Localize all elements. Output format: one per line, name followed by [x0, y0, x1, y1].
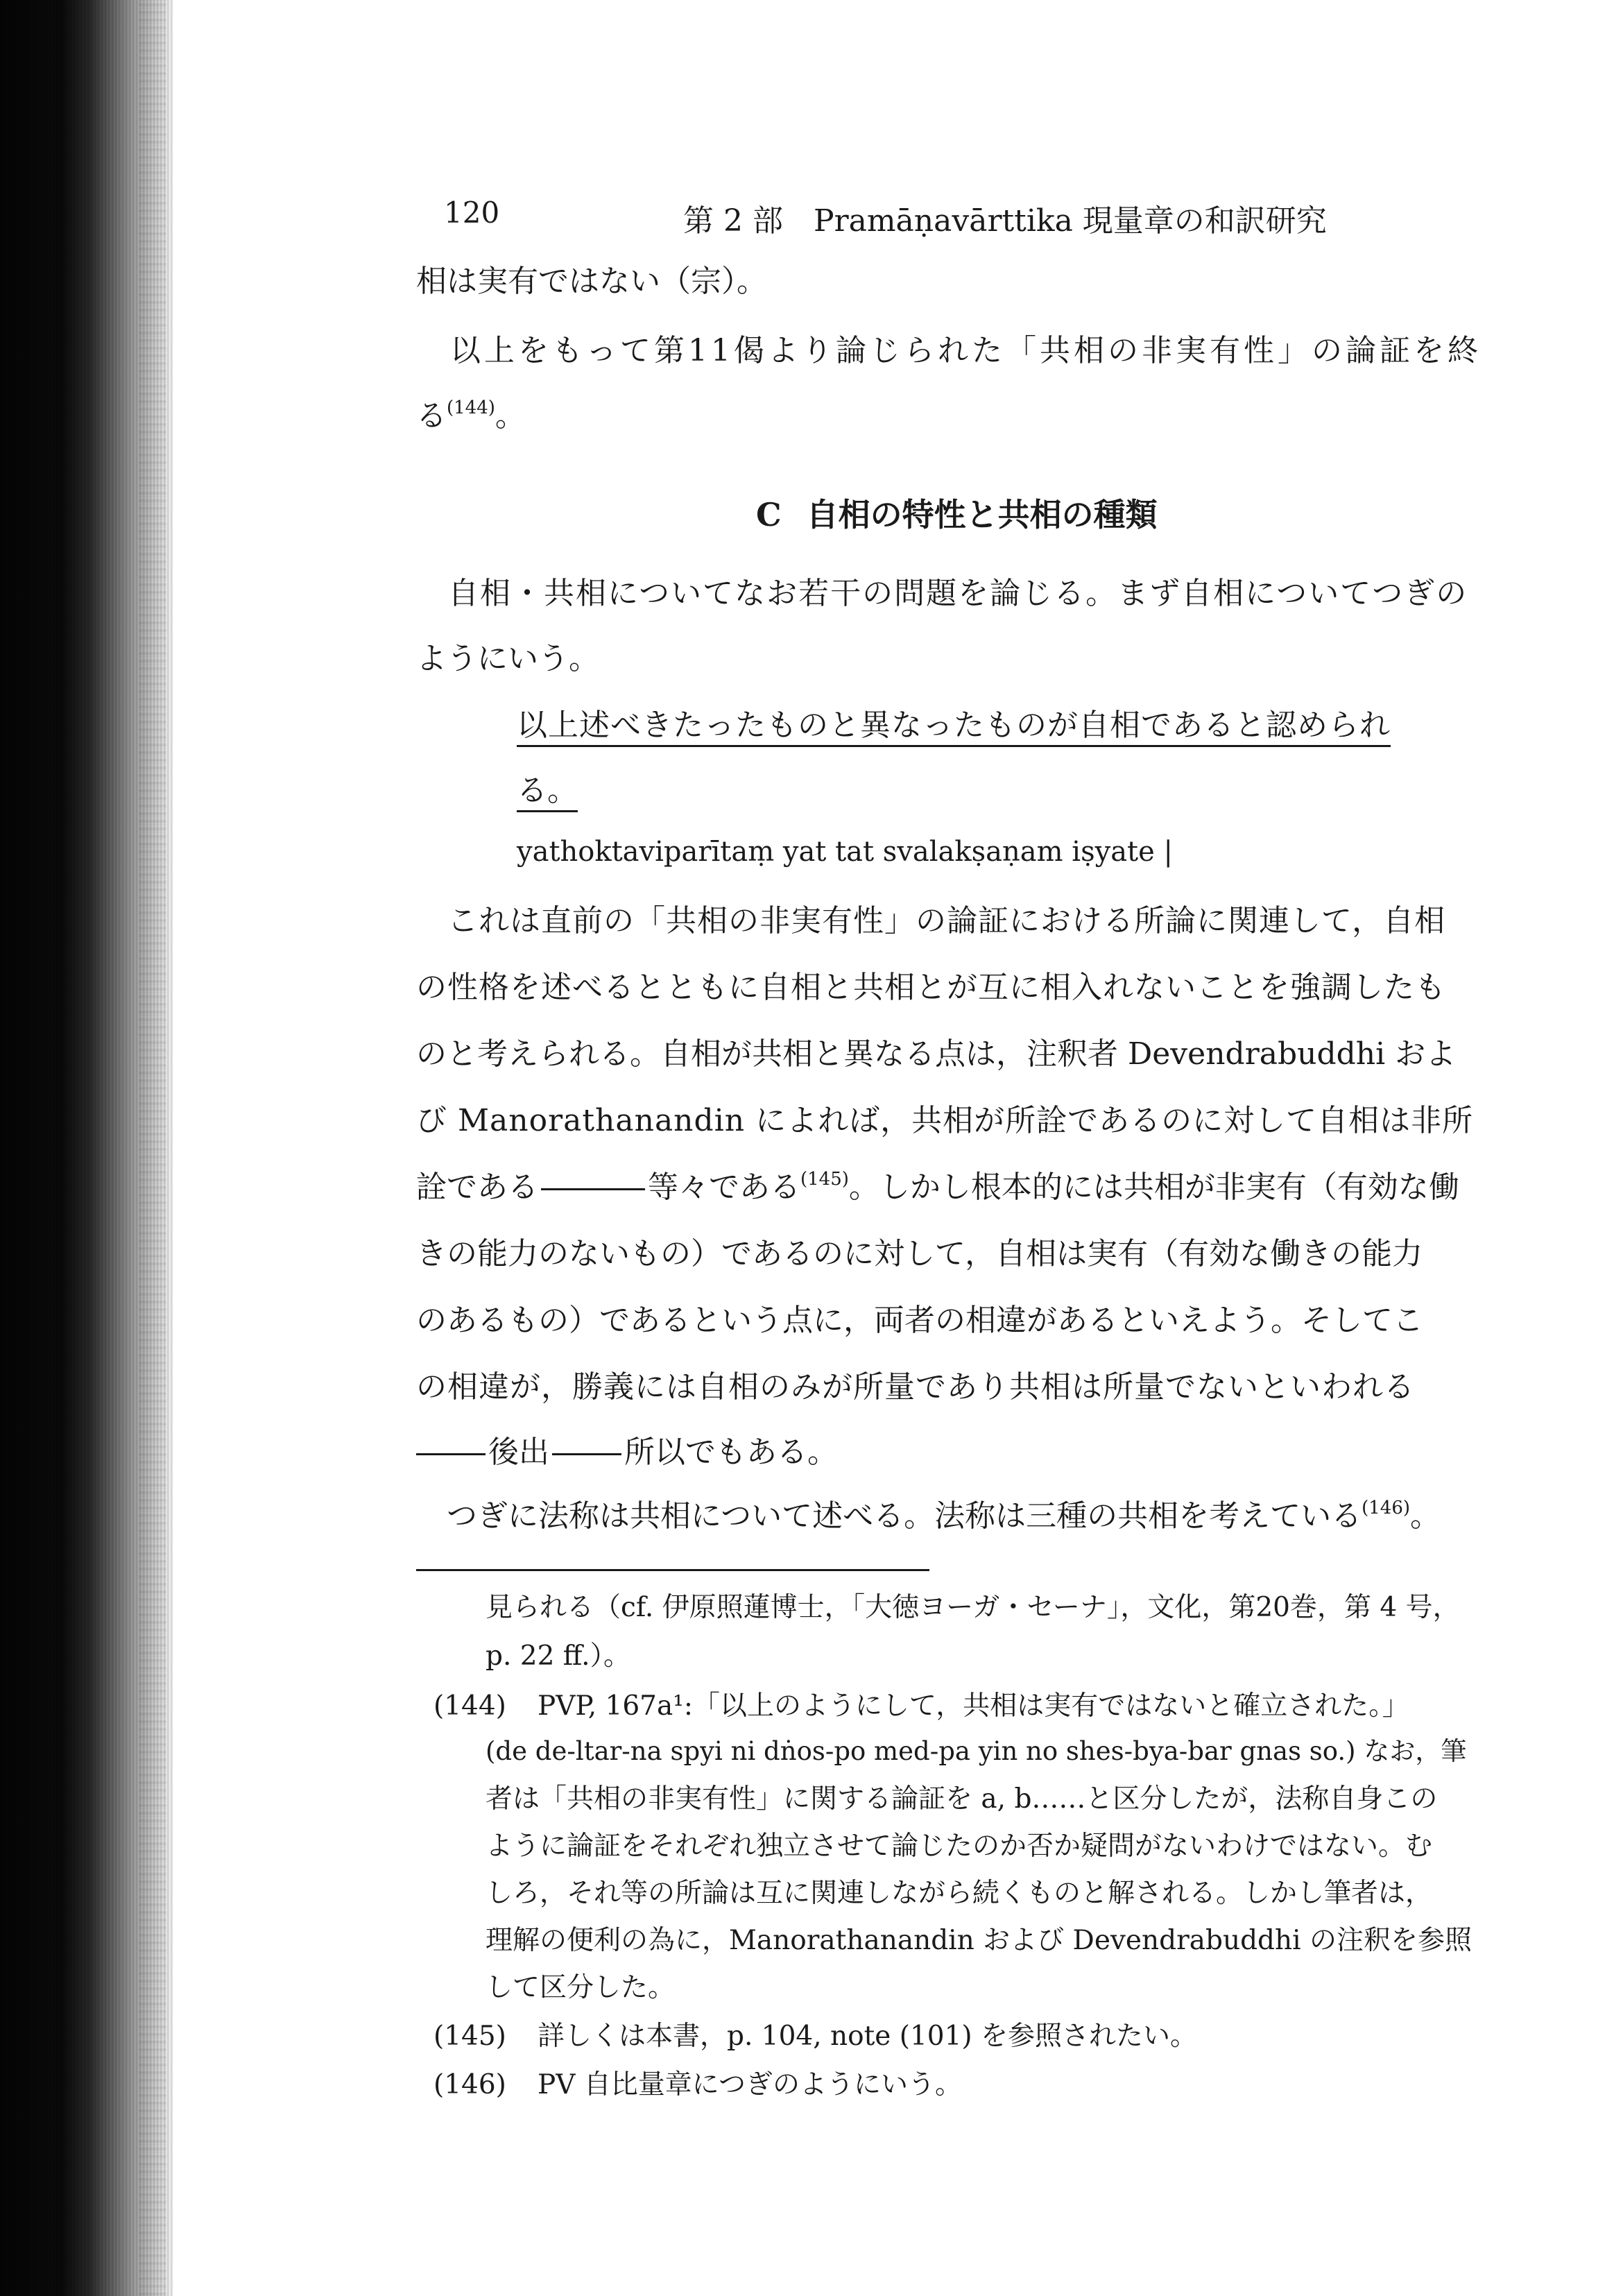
page-number: 120	[444, 196, 500, 230]
body-line-3-tail: 。	[495, 398, 526, 434]
footnote-144-line-4: ように論証をそれぞれ独立させて論じたのか否か疑問がないわけではない。む	[486, 1831, 1433, 1862]
body-line-3	[416, 397, 526, 434]
verse-jp-line-2: る。	[517, 773, 578, 808]
footnote-rule	[416, 1569, 929, 1571]
para2-line-1: 自相・共相についてなお若干の問題を論じる。まず自相についてつぎの	[416, 576, 1468, 611]
verse-jp-line-1: 以上述べきたったものと異なったものが自相であると認められ	[517, 708, 1391, 743]
para3-line-9-a: 後出	[488, 1434, 549, 1470]
para3-line-1: これは直前の「共相の非実有性」の論証における所論に関連して，自相	[416, 903, 1446, 939]
footnote-ref-144: (144)	[447, 397, 495, 418]
footnote-cont-line-1: 見られる（cf. 伊原照蓮博士，「大徳ヨーガ・セーナ」，文化，第20巻，第 4 号，	[486, 1592, 1460, 1623]
section-title: 自相の特性と共相の種類	[806, 496, 1158, 533]
para3-line-5	[416, 1169, 1459, 1205]
para3-line-8: の相違が，勝義には自相のみが所量であり共相は所量でないといわれる	[416, 1369, 1415, 1405]
body-line-2: 以上をもって第11偈より論じられた「共相の非実有性」の論証を終	[416, 333, 1482, 368]
footnote-146-label: (146)	[433, 2069, 506, 2100]
section-heading	[756, 490, 1158, 536]
em-dash	[541, 1188, 645, 1190]
footnote-144-line-3: 者は「共相の非実有性」に関する論証を a, b……と区分したが，法称自身この	[486, 1783, 1438, 1815]
footnote-ref-145: (145)	[800, 1169, 849, 1190]
footnote-ref-146: (146)	[1362, 1498, 1411, 1518]
footnote-144-line-6: 理解の便利の為に，Manorathanandin および Devendrabuddhi の注釈を参照	[486, 1925, 1472, 1956]
para3-line-9	[416, 1434, 838, 1470]
para3-line-7: のあるもの）であるという点に，両者の相違があるといえよう。そしてこ	[416, 1303, 1423, 1338]
footnote-146-text: PV 自比量章につぎのようにいう。	[538, 2069, 963, 2100]
para4-tail: 。	[1410, 1498, 1441, 1534]
para3-line-9-b: 所以でもある。	[624, 1434, 838, 1470]
em-dash	[552, 1453, 621, 1455]
footnote-145-label: (145)	[433, 2021, 506, 2052]
para3-line-4: び Manorathanandin によれば，共相が所詮であるのに対して自相は非所	[416, 1103, 1474, 1138]
footnote-144-label: (144)	[433, 1690, 506, 1722]
scan-noise	[139, 0, 166, 2296]
footnote-144-line-1: PVP, 167a¹:「以上のようにして，共相は実有ではないと確立された。」	[538, 1690, 1409, 1722]
footnote-144-line-5: しろ，それ等の所論は互に関連しながら続くものと解される。しかし筆者は，	[486, 1878, 1433, 1909]
running-title: 第 2 部 Pramāṇavārttika 現量章の和訳研究	[683, 203, 1327, 239]
footnote-145-text: 詳しくは本書，p. 104, note (101) を参照されたい。	[538, 2021, 1198, 2052]
body-line-1: 相は実有ではない（宗）。	[416, 264, 767, 299]
para3-line-5-b: 等々である	[648, 1170, 800, 1205]
section-letter: C	[756, 496, 782, 533]
footnote-144-line-2: (de de-ltar-na spyi ni dṅos-po med-pa yin no shes-bya-bar gnas so.) なお，筆	[486, 1736, 1467, 1766]
em-dash	[416, 1453, 486, 1455]
para3-line-2: の性格を述べるとともに自相と共相とが互に相入れないことを強調したも	[416, 970, 1446, 1005]
para3-line-3: のと考えられる。自相が共相と異なる点は，注釈者 Devendrabuddhi およ	[416, 1036, 1457, 1072]
verse-sanskrit: yathoktaviparītaṃ yat tat svalakṣaṇam iṣyate |	[517, 836, 1173, 868]
para4-line-1	[416, 1498, 1441, 1534]
para2-line-2: ようにいう。	[416, 641, 599, 676]
body-line-3-text: る	[416, 398, 447, 434]
footnote-144-line-7: して区分した。	[486, 1972, 676, 2003]
para4-text: つぎに法称は共相について述べる。法称は三種の共相を考えている	[416, 1498, 1362, 1534]
footnote-cont-line-2: p. 22 ff.）。	[486, 1640, 630, 1672]
para3-line-6: きの能力のないもの）であるのに対して，自相は実有（有効な働きの能力	[416, 1236, 1423, 1271]
para3-line-5-a: 詮である	[416, 1170, 538, 1205]
para3-line-5-c: 。しかし根本的には共相が非実有（有効な働	[848, 1170, 1459, 1205]
